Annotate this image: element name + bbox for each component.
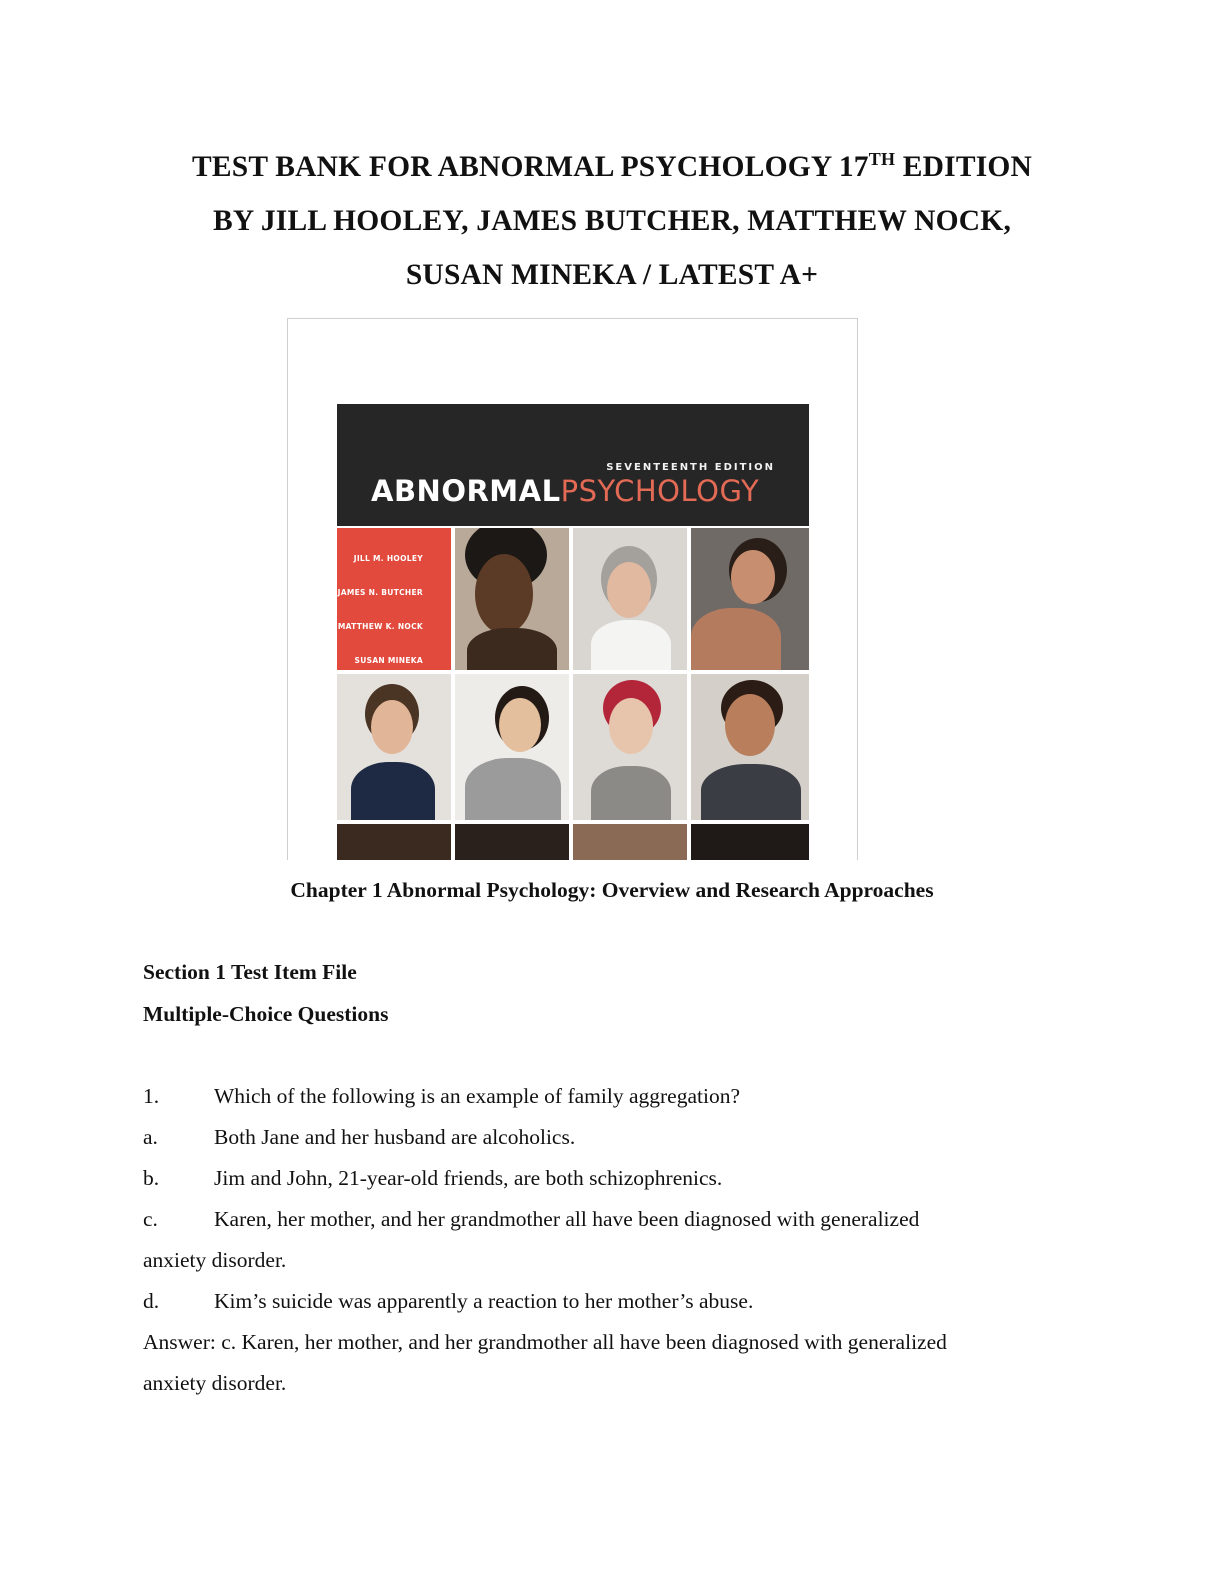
cover-header bbox=[337, 404, 809, 526]
cover-portrait bbox=[573, 674, 687, 820]
option-b bbox=[143, 1166, 722, 1191]
cover-portrait bbox=[455, 824, 569, 860]
cover-portrait bbox=[573, 528, 687, 670]
option-letter: d. bbox=[143, 1289, 160, 1313]
option-text: Kim’s suicide was apparently a reaction to her mother’s abuse. bbox=[214, 1289, 754, 1313]
cover-author: JAMES N. BUTCHER bbox=[337, 588, 423, 597]
option-text: Karen, her mother, and her grandmother all have been diagnosed with generalized bbox=[214, 1207, 920, 1231]
cover-portrait bbox=[455, 674, 569, 820]
cover-portrait bbox=[337, 824, 451, 860]
cover-portrait bbox=[455, 528, 569, 670]
question-stem bbox=[143, 1084, 740, 1109]
option-d bbox=[143, 1289, 753, 1314]
question-text: Which of the following is an example of family aggregation? bbox=[214, 1084, 740, 1108]
option-text: Both Jane and her husband are alcoholics. bbox=[214, 1125, 576, 1149]
cover-portrait bbox=[337, 674, 451, 820]
answer-line-1: Answer: c. Karen, her mother, and her grandmother all have been diagnosed with generalized bbox=[143, 1330, 947, 1354]
cover-author: JILL M. HOOLEY bbox=[353, 554, 423, 563]
cover-portrait bbox=[691, 824, 809, 860]
chapter-heading: Chapter 1 Abnormal Psychology: Overview and Research Approaches bbox=[290, 878, 934, 902]
title-line-1: TEST BANK FOR ABNORMAL PSYCHOLOGY 17TH EDITION bbox=[191, 149, 1033, 183]
cover-author: MATTHEW K. NOCK bbox=[337, 622, 423, 631]
cover-authors-box bbox=[337, 528, 451, 670]
answer-line-2: anxiety disorder. bbox=[143, 1371, 287, 1395]
title-line-2: BY JILL HOOLEY, JAMES BUTCHER, MATTHEW NOCK, bbox=[212, 205, 1012, 237]
section-label: Section 1 Test Item File bbox=[143, 960, 357, 984]
option-letter: b. bbox=[143, 1166, 160, 1190]
option-c bbox=[143, 1207, 919, 1232]
option-text: Jim and John, 21-year-old friends, are both schizophrenics. bbox=[214, 1166, 723, 1190]
book-cover-image bbox=[287, 318, 858, 860]
option-letter: a. bbox=[143, 1125, 158, 1149]
cover-title: ABNORMALPSYCHOLOGY bbox=[371, 474, 760, 508]
document-title bbox=[0, 140, 1224, 302]
option-c-continuation: anxiety disorder. bbox=[143, 1248, 287, 1272]
cover-portrait bbox=[691, 528, 809, 670]
option-a bbox=[143, 1125, 575, 1150]
cover-edition: SEVENTEENTH EDITION bbox=[606, 462, 775, 473]
cover-portrait bbox=[691, 674, 809, 820]
cover-author: SUSAN MINEKA bbox=[354, 656, 423, 665]
cover-portrait bbox=[573, 824, 687, 860]
question-number: 1. bbox=[143, 1084, 160, 1108]
section-subtitle: Multiple-Choice Questions bbox=[143, 1002, 389, 1026]
title-line-3: SUSAN MINEKA / LATEST A+ bbox=[405, 259, 819, 291]
option-letter: c. bbox=[143, 1207, 158, 1231]
